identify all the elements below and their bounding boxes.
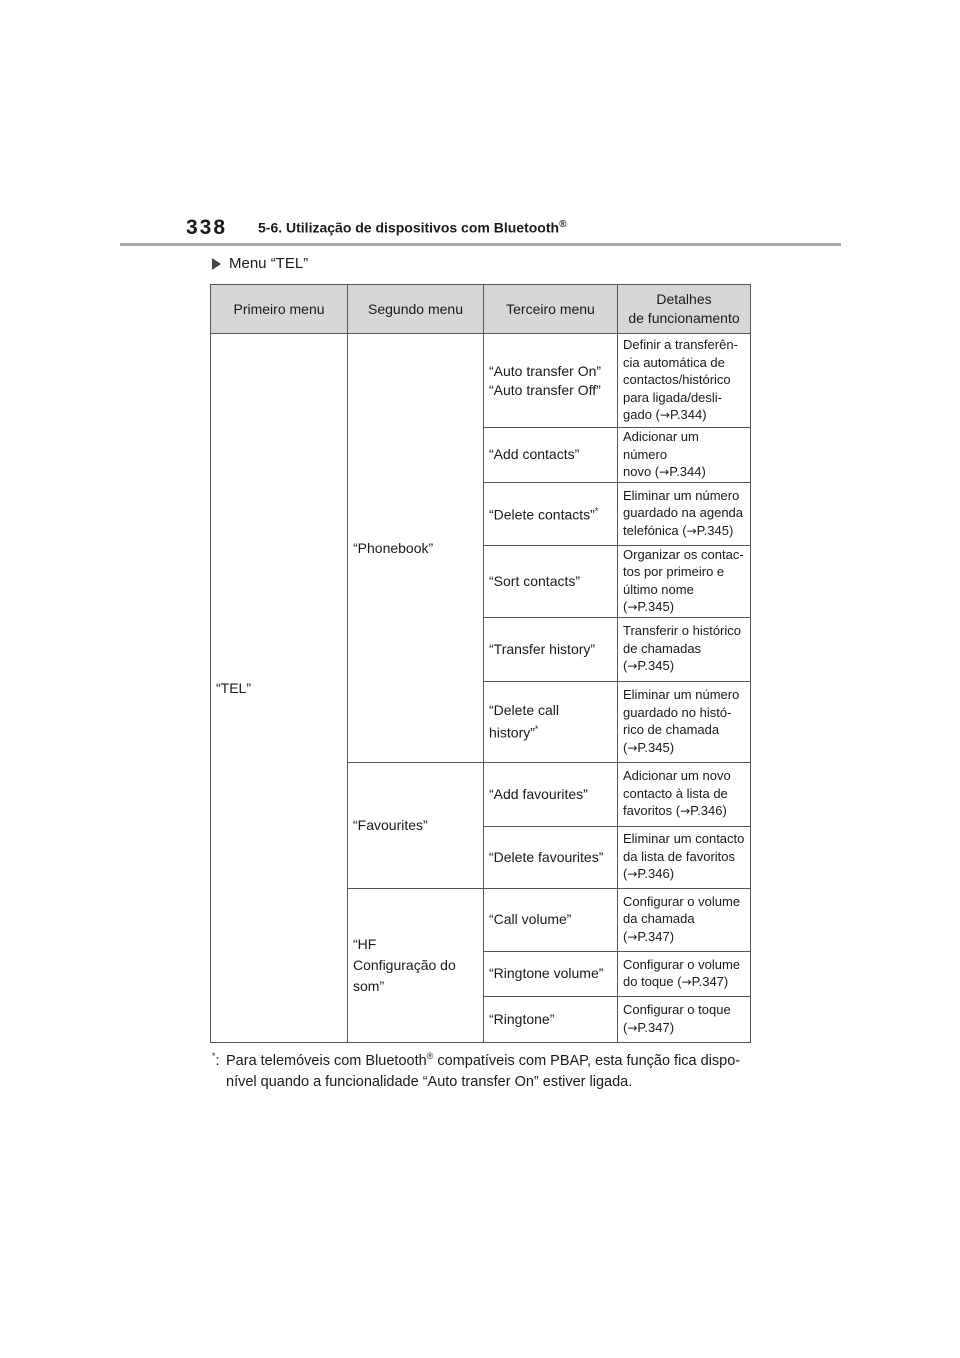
third-menu-label: “Auto transfer On” [489, 362, 602, 379]
details-text: Adicionar um número [623, 429, 699, 462]
details-text: Transferir o histórico [623, 623, 741, 639]
third-menu-cell [484, 762, 618, 826]
details-cell [618, 888, 751, 951]
arrow-right-icon: → [686, 523, 697, 538]
third-menu-label: “Delete favourites” [489, 848, 604, 865]
page-reference: P.345) [637, 599, 675, 614]
details-cell [618, 545, 751, 617]
arrow-right-icon: → [659, 465, 670, 479]
details-cell [618, 482, 751, 545]
details-cell [618, 996, 751, 1042]
details-text: tos por primeiro e [623, 564, 725, 579]
first-menu-cell: “TEL” [211, 334, 348, 1043]
footnote-line2: nível quando a funcionalidade “Auto transfer On” estiver ligada. [226, 1073, 633, 1090]
second-menu-cell: “HF Configuração do som” [348, 888, 484, 1042]
details-text: telefónica ( [623, 522, 687, 538]
page-reference: P.347) [637, 928, 675, 944]
footnote-body [212, 1046, 757, 1093]
third-menu-cell [484, 428, 618, 483]
page-reference: P.347) [691, 974, 729, 989]
section-title [258, 219, 566, 236]
third-menu-cell [484, 826, 618, 888]
details-text: Configurar o volume [623, 893, 741, 909]
page-number: 338 [186, 216, 228, 239]
footnote [212, 1046, 757, 1093]
third-menu-label: “Delete call history” [489, 701, 560, 741]
third-menu-label: “Add contacts” [489, 446, 580, 463]
details-text: ( [623, 739, 628, 755]
details-text: cia automática de [623, 354, 725, 370]
details-text: Organizar os contac- [623, 546, 744, 562]
second-menu-cell: “Phonebook” [348, 334, 484, 763]
footnote-asterisk: * [212, 1051, 216, 1061]
third-menu-cell [484, 334, 618, 428]
details-text: Configurar o volume [623, 956, 741, 972]
details-text: Adicionar um novo [623, 768, 731, 784]
header-details-line1: Detalhes [656, 291, 712, 307]
header-rule [120, 243, 841, 246]
third-menu-label: “Ringtone” [489, 1010, 555, 1027]
arrow-right-icon: → [680, 804, 691, 819]
details-text: para ligada/desli- [623, 389, 723, 405]
page-reference: P.345) [637, 739, 675, 755]
details-text: contacto à lista de [623, 785, 728, 801]
footnote-marker [212, 1046, 220, 1072]
page-reference: P.346) [637, 866, 675, 882]
details-text: ( [623, 928, 628, 944]
details-text: ( [623, 866, 628, 882]
details-text: ( [623, 599, 628, 614]
header-details-line2: de funcionamento [628, 310, 740, 326]
third-menu-label: “Call volume” [489, 911, 572, 927]
arrow-right-icon: → [627, 929, 638, 944]
third-menu-cell [484, 951, 618, 996]
subsection-heading-text: Menu “TEL” [229, 255, 309, 272]
details-text: Eliminar um contacto [623, 831, 745, 847]
arrow-right-icon: → [681, 975, 692, 989]
details-text: favoritos ( [623, 803, 681, 819]
third-menu-cell [484, 482, 618, 545]
details-text: da lista de favoritos [623, 848, 736, 864]
details-text: guardado na agenda [623, 505, 744, 521]
footnote-text-end: compatíveis com PBAP, esta função fica dispo- [433, 1052, 741, 1069]
details-text: gado ( [623, 407, 660, 423]
arrow-right-icon: → [627, 659, 638, 674]
header-first-menu: Primeiro menu [211, 285, 348, 334]
header-third-menu: Terceiro menu [484, 285, 618, 334]
arrow-right-icon: → [627, 867, 638, 882]
details-text: rico de chamada [623, 722, 720, 737]
triangle-bullet-icon [212, 258, 221, 270]
third-menu-cell [484, 888, 618, 951]
header-details [618, 285, 751, 334]
footnote-ref-asterisk: * [534, 723, 539, 734]
page-reference: P.347) [637, 1019, 675, 1035]
arrow-right-icon: → [659, 408, 670, 423]
header-second-menu: Segundo menu [348, 285, 484, 334]
details-cell [618, 762, 751, 826]
arrow-right-icon: → [627, 740, 638, 755]
third-menu-label: “Add favourites” [489, 785, 588, 802]
details-text: último nome [623, 581, 694, 597]
third-menu-cell [484, 545, 618, 617]
third-menu-label: “Transfer history” [489, 640, 596, 657]
page-reference: P.344) [669, 464, 706, 479]
details-cell [618, 428, 751, 483]
details-text: Definir a transferên- [623, 337, 738, 353]
third-menu-label: “Auto transfer Off” [489, 381, 601, 398]
details-text: do toque ( [623, 974, 682, 989]
details-text: Eliminar um número [623, 487, 740, 503]
details-cell [618, 951, 751, 996]
details-text: novo ( [623, 464, 660, 479]
third-menu-cell [484, 996, 618, 1042]
footnote-registered-mark: ® [426, 1051, 434, 1061]
third-menu-label: “Ringtone volume” [489, 965, 604, 981]
page-reference: P.345) [696, 522, 734, 538]
details-text: contactos/histórico [623, 372, 731, 388]
details-text: ( [623, 658, 628, 674]
tel-menu-table [210, 284, 751, 1043]
table-row [211, 334, 751, 428]
details-cell [618, 681, 751, 762]
details-text: guardado no histó- [623, 704, 732, 720]
details-cell [618, 826, 751, 888]
third-menu-label: “Delete contacts” [489, 506, 595, 523]
section-title-text: 5-6. Utilização de dispositivos com Bluetooth [258, 219, 560, 236]
details-text: da chamada [623, 911, 695, 927]
table-header-row [211, 285, 751, 334]
registered-mark: ® [559, 219, 567, 230]
details-text: Eliminar um número [623, 687, 740, 702]
page-reference: P.345) [637, 658, 675, 674]
subsection-heading [212, 255, 308, 272]
arrow-right-icon: → [627, 600, 638, 614]
third-menu-cell [484, 617, 618, 681]
footnote-text-start: Para telemóveis com Bluetooth [226, 1052, 427, 1069]
page-reference: P.344) [669, 407, 707, 423]
third-menu-cell [484, 681, 618, 762]
details-text: Configurar o toque [623, 1002, 731, 1017]
second-menu-cell: “Favourites” [348, 762, 484, 888]
footnote-colon: : [215, 1052, 220, 1069]
arrow-right-icon: → [627, 1020, 638, 1035]
details-text: ( [623, 1019, 628, 1035]
page-reference: P.346) [690, 803, 727, 819]
details-text: de chamadas [623, 640, 702, 656]
details-cell [618, 334, 751, 428]
table-body [211, 334, 751, 1043]
details-cell [618, 617, 751, 681]
footnote-ref-asterisk: * [594, 506, 599, 517]
third-menu-label: “Sort contacts” [489, 572, 581, 589]
